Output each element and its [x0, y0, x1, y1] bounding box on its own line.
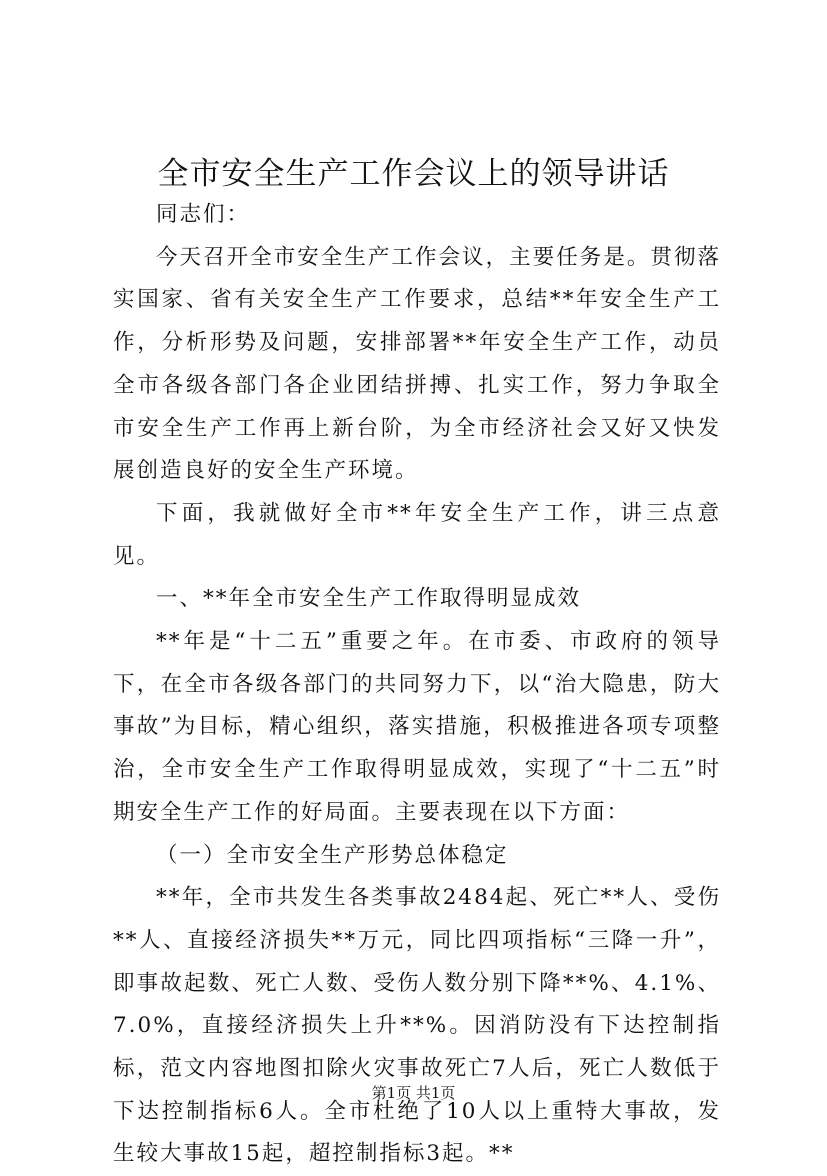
paragraph-intro: 今天召开全市安全生产工作会议，主要任务是。贯彻落实国家、省有关安全生产工作要求，总结**年安全生产工作，分析形势及问题，安排部署**年安全生产工作，动员全市各级各部门各企业团结拼搏、扎实工作，努力争取全市安全生产工作再上新台阶，为全市经济社会又好又快发展创造良好的安全生产环境。	[113, 244, 721, 484]
salutation: 同志们：	[156, 202, 251, 227]
subsection-heading-1: （一）全市安全生产形势总体稳定	[156, 842, 509, 868]
paragraph-statistics: **年，全市共发生各类事故2484起、死亡**人、受伤**人、直接经济损失**万元，同比四项指标“三降一升”，即事故起数、死亡人数、受伤人数分别下降**%、4.1%、7.0%，直接经济损失上升**%。因消防没有下达控制指标，范文内容地图扣除火灾事故死亡7人后，死亡人数低于下达控制指标6人。全市杜绝了10人以上重特大事故，发生较大事故15起，超控制指标3起。**	[113, 885, 721, 1167]
section-heading-1: 一、**年全市安全生产工作取得明显成效	[156, 586, 582, 612]
document-title: 全市安全生产工作会议上的领导讲话	[157, 156, 670, 192]
document-body	[113, 194, 721, 1176]
paragraph-achievements: **年是“十二五”重要之年。在市委、市政府的领导下，在全市各级各部门的共同努力下，以“治大隐患，防大事故”为目标，精心组织，落实措施，积极推进各项专项整治，全市安全生产工作取得明显成效，实现了“十二五”时期安全生产工作的好局面。主要表现在以下方面：	[113, 629, 721, 825]
paragraph-outline: 下面，我就做好全市**年安全生产工作，讲三点意见。	[113, 500, 721, 569]
page-footer: 第1页 共1页	[371, 1084, 456, 1102]
